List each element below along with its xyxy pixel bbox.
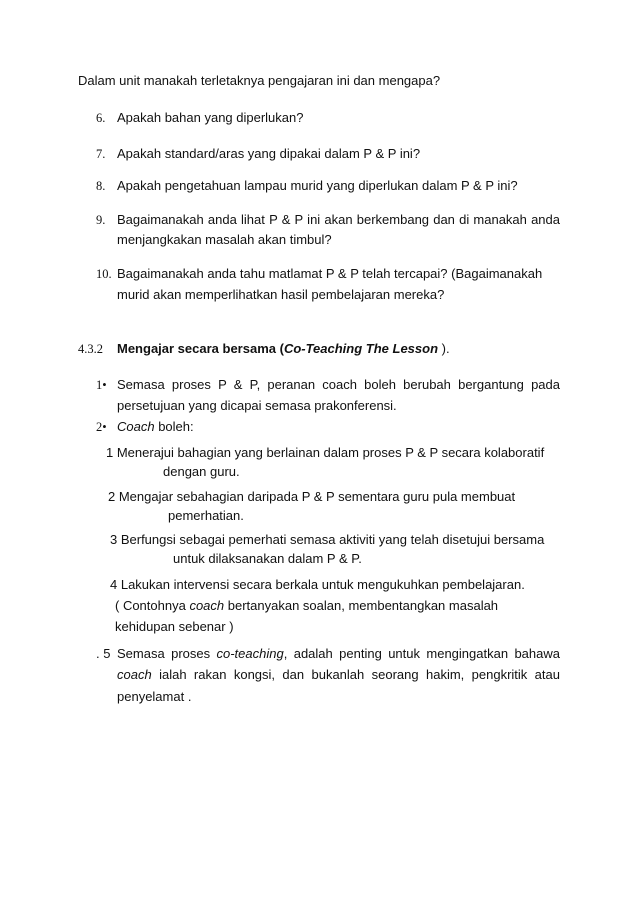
point-5-line-2 bbox=[117, 667, 560, 683]
question-10-line-1: Bagaimanakah anda tahu matlamat P & P telah tercapai? (Bagaimanakah bbox=[117, 266, 543, 281]
subitem-1-line-2: dengan guru. bbox=[163, 464, 240, 479]
section-title-italic: Co-Teaching The Lesson bbox=[283, 341, 439, 356]
point-2-marker: 2• bbox=[96, 420, 107, 434]
question-9-line-2: menjangkakan masalah akan timbul? bbox=[117, 232, 332, 247]
subitem-4-line-3: kehidupan sebenar ) bbox=[115, 619, 234, 634]
subitem-2-line-1: 2 Mengajar sebahagian daripada P & P sementara guru pula membuat bbox=[108, 489, 516, 504]
question-number-8: 8. bbox=[96, 179, 106, 193]
point-1-marker: 1• bbox=[96, 378, 107, 392]
question-6-text: Apakah bahan yang diperlukan? bbox=[117, 110, 304, 125]
point-5-line-1-italic: co-teaching bbox=[216, 646, 284, 661]
question-7-text: Apakah standard/aras yang dipakai dalam P & P ini? bbox=[117, 146, 421, 161]
point-5-marker: . 5 bbox=[96, 646, 111, 661]
question-number-9: 9. bbox=[96, 213, 106, 227]
point-5-line-1-b: , adalah penting untuk mengingatkan bahawa bbox=[283, 646, 560, 661]
intro-question: Dalam unit manakah terletaknya pengajaran ini dan mengapa? bbox=[78, 73, 441, 88]
point-1-line-1: Semasa proses P & P, peranan coach boleh berubah bergantung pada bbox=[117, 377, 560, 392]
point-5-line-2-italic: coach bbox=[117, 667, 152, 682]
point-2-italic: Coach bbox=[117, 419, 155, 434]
point-5-line-1-a: Semasa proses bbox=[117, 646, 217, 661]
point-2-text bbox=[117, 419, 194, 435]
point-5-line-3: penyelamat . bbox=[117, 689, 192, 704]
point-5-line-1 bbox=[117, 646, 560, 662]
subitem-4-line-2-b: bertanyakan soalan, membentangkan masalah bbox=[224, 598, 499, 613]
section-title-prefix: Mengajar secara bersama ( bbox=[117, 341, 284, 356]
question-9-line-1: Bagaimanakah anda lihat P & P ini akan berkembang dan di manakah anda bbox=[117, 212, 560, 227]
point-1-line-2: persetujuan yang dicapai semasa prakonferensi. bbox=[117, 398, 397, 413]
question-number-6: 6. bbox=[96, 111, 106, 125]
subitem-2-line-2: pemerhatian. bbox=[168, 508, 244, 523]
point-2-rest: boleh: bbox=[154, 419, 194, 434]
point-5-line-2-b: ialah rakan kongsi, dan bukanlah seorang hakim, pengkritik atau bbox=[151, 667, 560, 682]
subitem-4-line-2-a: ( Contohnya bbox=[115, 598, 190, 613]
subitem-4-line-2 bbox=[115, 598, 498, 614]
question-10-line-2: murid akan memperlihatkan hasil pembelajaran mereka? bbox=[117, 287, 445, 302]
section-title bbox=[117, 341, 450, 357]
question-number-7: 7. bbox=[96, 147, 106, 161]
question-8-text: Apakah pengetahuan lampau murid yang diperlukan dalam P & P ini? bbox=[117, 178, 518, 193]
subitem-3-line-1: 3 Berfungsi sebagai pemerhati semasa aktiviti yang telah disetujui bersama bbox=[110, 532, 545, 547]
subitem-1-line-1: 1 Menerajui bahagian yang berlainan dalam proses P & P secara kolaboratif bbox=[106, 445, 545, 460]
section-number: 4.3.2 bbox=[78, 342, 103, 356]
question-number-10: 10. bbox=[96, 267, 112, 281]
section-title-suffix: ). bbox=[438, 341, 450, 356]
subitem-4-line-1: 4 Lakukan intervensi secara berkala untuk mengukuhkan pembelajaran. bbox=[110, 577, 525, 592]
subitem-4-italic: coach bbox=[189, 598, 225, 613]
subitem-3-line-2: untuk dilaksanakan dalam P & P. bbox=[173, 551, 362, 566]
